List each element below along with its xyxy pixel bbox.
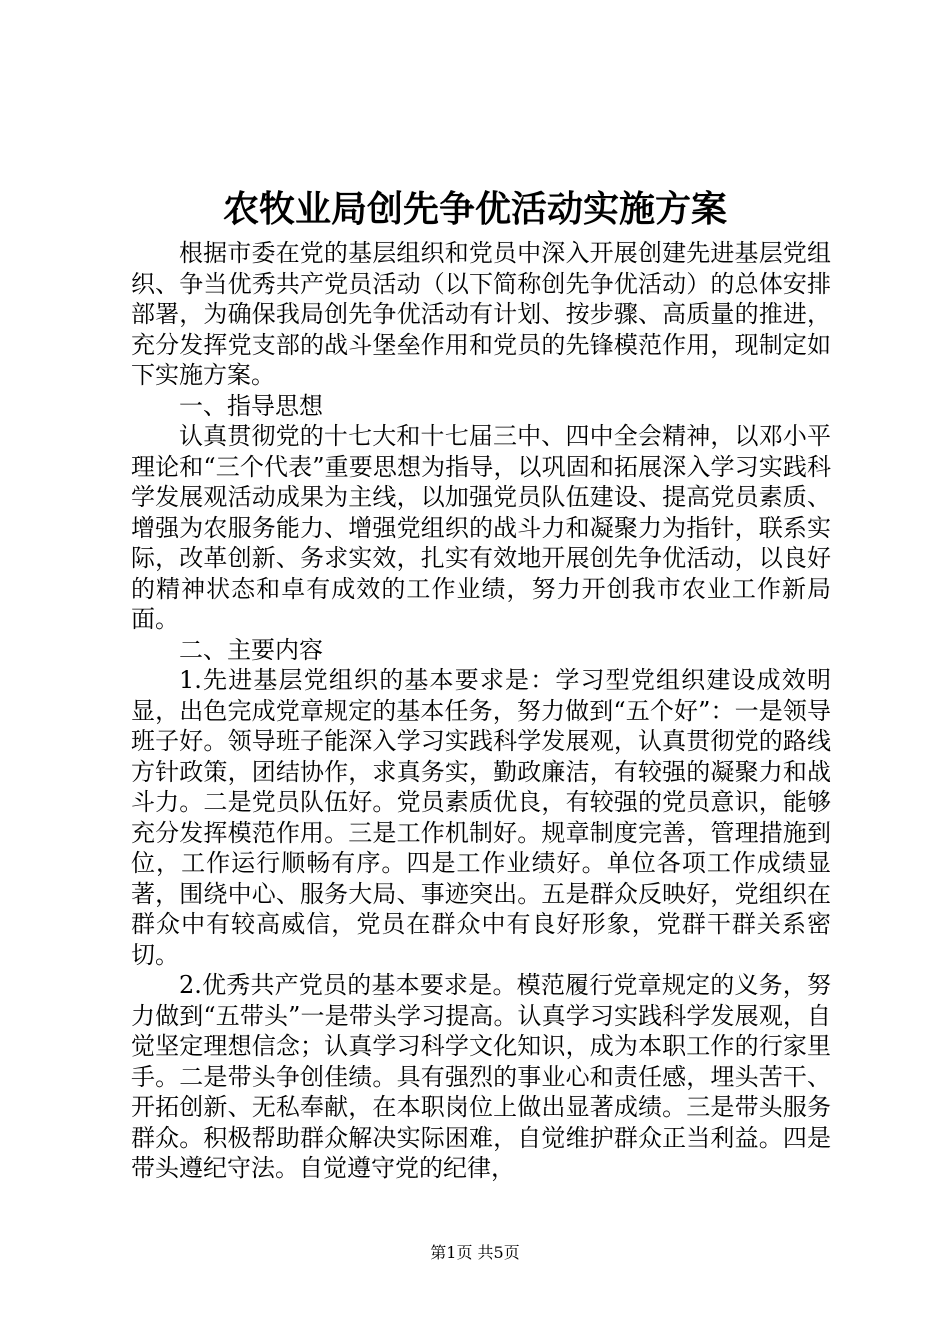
paragraph-guiding-thought: 认真贯彻党的十七大和十七届三中、四中全会精神，以邓小平理论和“三个代表”重要思想为指导，以巩固和拓展深入学习实践科学发展观活动成果为主线，以加强党员队伍建设、提高党员素质、增强为农服务能力、增强党组织的战斗力和凝聚力为指针，联系实际，改革创新、务求实效，扎实有效地开展创先争优活动，以良好的精神状态和卓有成效的工作业绩，努力开创我市农业工作新局面。 <box>131 422 831 633</box>
paragraph-excellent-party-member: 2.优秀共产党员的基本要求是。模范履行党章规定的义务，努力做到“五带头”一是带头学习提高。认真学习实践科学发展观，自觉坚定理想信念；认真学习科学文化知识，成为本职工作的行家里手。二是带头争创佳绩。具有强烈的事业心和责任感，埋头苦干、开拓创新、无私奉献，在本职岗位上做出显著成绩。三是带头服务群众。积极帮助群众解决实际困难，自觉维护群众正当利益。四是带头遵纪守法。自觉遵守党的纪律， <box>131 971 831 1182</box>
paragraph-intro: 根据市委在党的基层组织和党员中深入开展创建先进基层党组织、争当优秀共产党员活动（以下简称创先争优活动）的总体安排部署，为确保我局创先争优活动有计划、按步骤、高质量的推进，充分发挥党支部的战斗堡垒作用和党员的先锋模范作用，现制定如下实施方案。 <box>131 239 831 389</box>
document-title: 农牧业局创先争优活动实施方案 <box>222 188 727 230</box>
section-heading-main-content: 二、主要内容 <box>179 635 323 664</box>
document-body <box>131 238 831 1184</box>
section-heading-guiding-thought: 一、指导思想 <box>179 391 323 420</box>
page-footer: 第1页 共5页 <box>430 1243 520 1262</box>
paragraph-advanced-party-org: 1.先进基层党组织的基本要求是：学习型党组织建设成效明显，出色完成党章规定的基本任务，努力做到“五个好”：一是领导班子好。领导班子能深入学习实践科学发展观，认真贯彻党的路线方针政策，团结协作，求真务实，勤政廉洁，有较强的凝聚力和战斗力。二是党员队伍好。党员素质优良，有较强的党员意识，能够充分发挥模范作用。三是工作机制好。规章制度完善，管理措施到位，工作运行顺畅有序。四是工作业绩好。单位各项工作成绩显著，围绕中心、服务大局、事迹突出。五是群众反映好，党组织在群众中有较高威信，党员在群众中有良好形象，党群干群关系密切。 <box>131 666 831 969</box>
